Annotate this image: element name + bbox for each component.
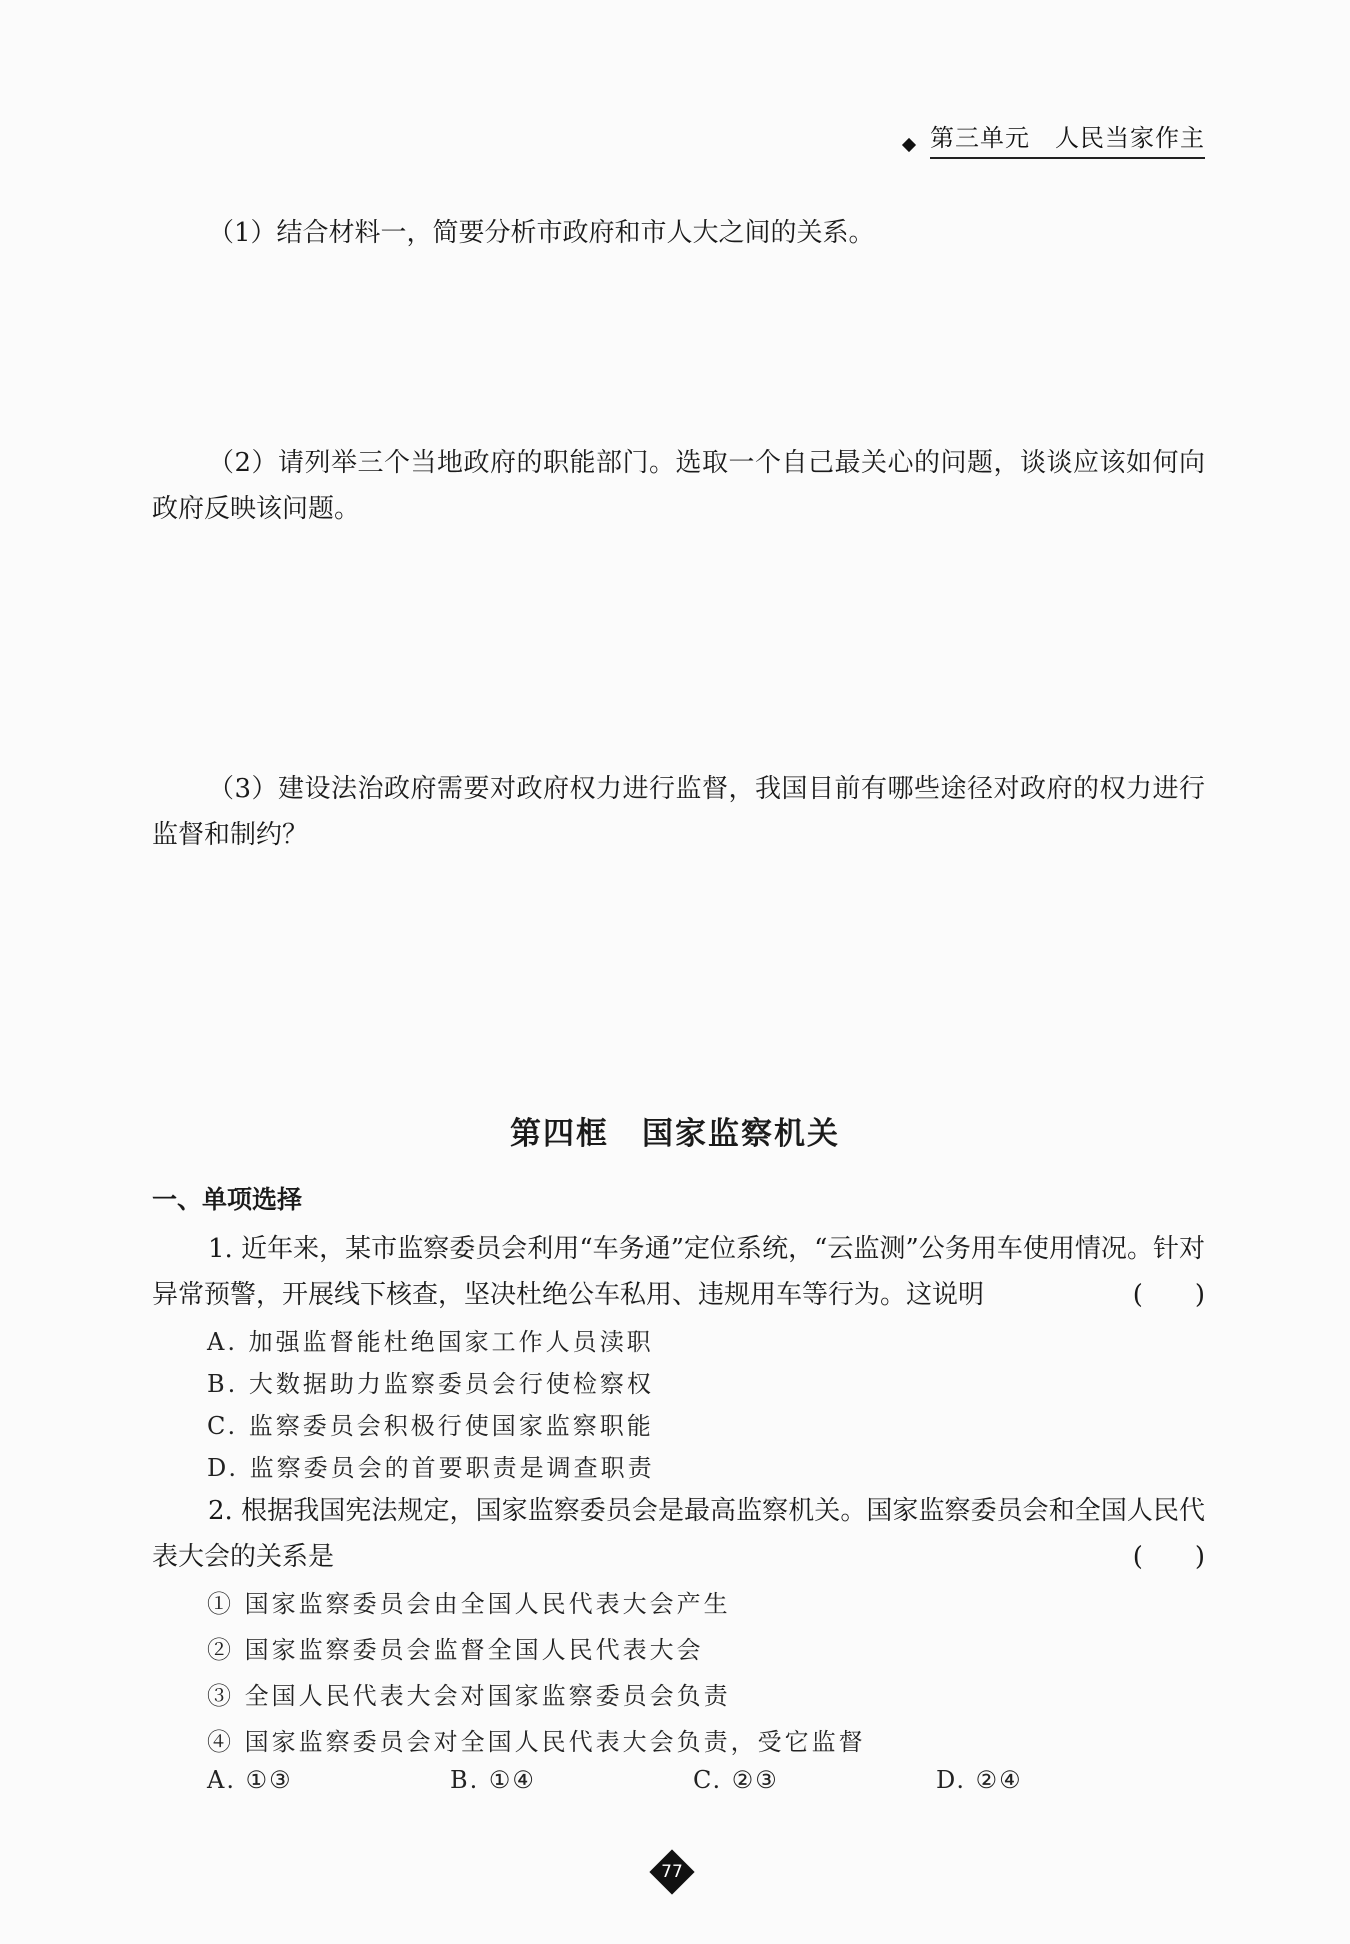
mc2-choice-b: B. ①④	[450, 1766, 536, 1794]
mc2-statement-2: ② 国家监察委员会监督全国人民代表大会	[207, 1636, 704, 1664]
section-title: 第四框 国家监察机关	[510, 1116, 840, 1152]
mc2-stem: 2. 根据我国宪法规定，国家监察委员会是最高监察机关。国家监察委员会和全国人民代表大会的关系是	[152, 1496, 1205, 1572]
question-3: （3）建设法治政府需要对政府权力进行监督，我国目前有哪些途径对政府的权力进行监督和制约？	[152, 774, 1205, 850]
mc2-choice-d: D. ②④	[936, 1766, 1023, 1794]
mc2-choice-a: A. ①③	[207, 1766, 293, 1794]
mc1-option-b: B. 大数据助力监察委员会行使检察权	[207, 1370, 654, 1398]
mc2-stem-block	[152, 1488, 1205, 1580]
subsection-heading: 一、单项选择	[152, 1185, 303, 1214]
mc2-statement-3: ③ 全国人民代表大会对国家监察委员会负责	[207, 1682, 731, 1710]
mc2-choice-c: C. ②③	[693, 1766, 779, 1794]
page-number-badge	[649, 1849, 695, 1895]
page-number: 77	[661, 1862, 683, 1882]
question-1: （1）结合材料一，简要分析市政府和市人大之间的关系。	[208, 218, 875, 248]
header-diamond-icon	[902, 138, 916, 152]
question-2: （2）请列举三个当地政府的职能部门。选取一个自己最关心的问题，谈谈应该如何向政府反映该问题。	[152, 448, 1205, 524]
mc1-option-d: D. 监察委员会的首要职责是调查职责	[207, 1454, 655, 1482]
mc2-statement-4: ④ 国家监察委员会对全国人民代表大会负责，受它监督	[207, 1728, 866, 1756]
mc1-answer-blank: ( )	[1132, 1280, 1205, 1310]
mc2-statement-1: ① 国家监察委员会由全国人民代表大会产生	[207, 1590, 731, 1618]
mc2-answer-blank: ( )	[1132, 1542, 1205, 1572]
mc1-option-c: C. 监察委员会积极行使国家监察职能	[207, 1412, 654, 1440]
mc1-option-a: A. 加强监督能杜绝国家工作人员渎职	[207, 1328, 654, 1356]
mc1-stem: 1. 近年来，某市监察委员会利用“车务通”定位系统，“云监测”公务用车使用情况。针对异常预警，开展线下核查，坚决杜绝公车私用、违规用车等行为。这说明	[152, 1234, 1205, 1310]
mc1-stem-block	[152, 1226, 1205, 1318]
unit-header: 第三单元 人民当家作主	[930, 118, 1205, 159]
